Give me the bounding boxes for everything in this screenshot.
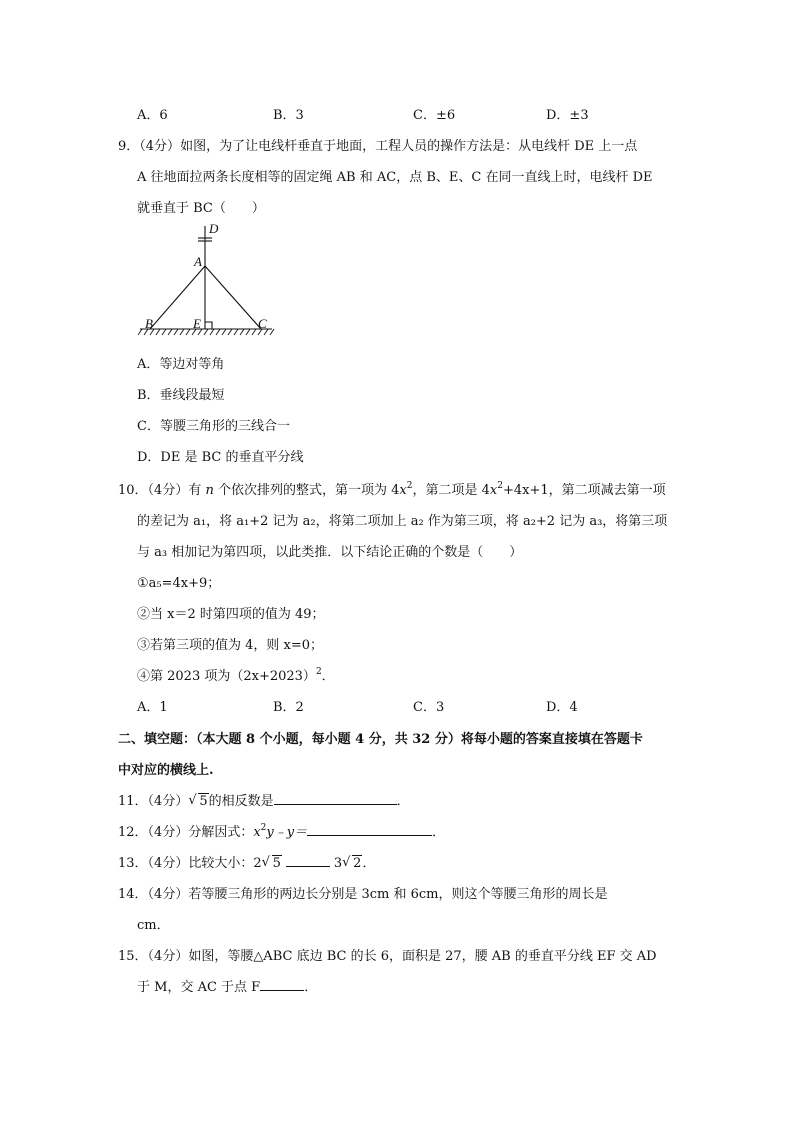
q10-stem-line3: 与 a₃ 相加记为第四项，以此类推．以下结论正确的个数是（ ） xyxy=(137,545,523,560)
question-prefix: 12．（4分）分解因式： xyxy=(118,825,254,840)
exponent: 2 xyxy=(315,667,322,677)
label-a: A xyxy=(194,254,202,269)
answer-blank[interactable] xyxy=(307,823,432,836)
q10-option-d: D．4 xyxy=(546,700,578,715)
right-angle-mark xyxy=(205,322,212,329)
q9-option-c: C．等腰三角形的三线合一 xyxy=(137,419,290,434)
label-e: E xyxy=(193,316,201,331)
q8-option-b: B．3 xyxy=(273,108,304,123)
sqrt-expression xyxy=(188,794,208,809)
q8-option-a: A．6 xyxy=(137,108,168,123)
var-x: x xyxy=(253,825,261,840)
q10-statement-4 xyxy=(137,665,335,684)
q8-option-d: D．±3 xyxy=(546,108,589,123)
radicand: 5 xyxy=(272,856,281,871)
q8-options xyxy=(137,104,589,123)
q9-option-d: D．DE 是 BC 的垂直平分线 xyxy=(137,450,304,465)
q8-option-c: C．±6 xyxy=(413,108,456,123)
text-fragment: 个依次排列的整式，第一项为 4 xyxy=(213,483,400,498)
q10-statement-1: ①a₅=4x+9； xyxy=(137,576,221,591)
q14-line2: cm． xyxy=(137,918,170,933)
radicand: 2 xyxy=(353,856,362,871)
text-fragment: ④第 2023 项为（2x+2023） xyxy=(137,669,316,684)
q11 xyxy=(118,790,410,809)
ground-hatching xyxy=(138,329,274,335)
label-c: C xyxy=(258,316,267,331)
punctuation: ． xyxy=(396,794,410,809)
answer-blank[interactable] xyxy=(260,978,304,991)
punctuation: ． xyxy=(432,825,446,840)
section2-title-line2: 中对应的横线上. xyxy=(118,763,214,778)
rope-ac xyxy=(205,266,261,329)
label-d: D xyxy=(209,221,219,236)
section2-title-line1: 二、填空题：（本大题 8 个小题，每小题 4 分，共 32 分）将每小题的答案直接填在答题卡 xyxy=(118,732,643,747)
q15-line2 xyxy=(137,976,317,995)
var-n: n xyxy=(205,483,214,498)
q9-stem-line2: A 往地面拉两条长度相等的固定绳 AB 和 AC，点 B、E、C 在同一直线上时，电线杆 DE xyxy=(137,170,653,185)
punctuation: ． xyxy=(362,856,376,871)
q14-line1: 14．（4分）若等腰三角形的两边长分别是 3cm 和 6cm，则这个等腰三角形的周长是 xyxy=(118,887,608,902)
q15-line1: 15．（4分）如图，等腰△ABC 底边 BC 的长 6，面积是 27，腰 AB 的垂直平分线 EF 交 AD xyxy=(118,949,657,964)
question-prefix: 11．（4分） xyxy=(118,794,189,809)
q10-stem-line1 xyxy=(118,479,666,498)
q10-option-a: A．1 xyxy=(137,700,168,715)
q10-statement-2: ②当 x＝2 时第四项的值为 49； xyxy=(137,607,325,622)
q10-options xyxy=(137,696,578,715)
question-number: 9． xyxy=(118,139,140,154)
exponent: 2 xyxy=(497,481,503,491)
question-score: （4分） xyxy=(147,483,189,498)
q9-stem-line1 xyxy=(118,135,637,154)
q10-option-c: C．3 xyxy=(413,700,445,715)
sqrt-expression xyxy=(342,856,362,871)
q10-stem-line2: 的差记为 a₁，将 a₁+2 记为 a₂，将第二项加上 a₂ 作为第三项，将 a₂+2 记为 a₃，将第三项 xyxy=(137,514,668,529)
expression: y﹣y＝ xyxy=(266,825,308,840)
answer-blank[interactable] xyxy=(286,854,330,867)
sqrt-expression xyxy=(262,856,282,871)
q12 xyxy=(118,821,445,840)
q10-option-b: B．2 xyxy=(273,700,304,715)
text-fragment: ． xyxy=(321,669,335,684)
q9-option-a: A．等边对等角 xyxy=(137,357,225,372)
question-text: 的相反数是 xyxy=(208,794,274,809)
q9-option-b: B．垂线段最短 xyxy=(137,388,225,403)
var-x: x xyxy=(399,483,407,498)
var-x: x xyxy=(489,483,498,498)
text-fragment: 有 xyxy=(188,483,206,498)
answer-blank[interactable] xyxy=(274,792,397,805)
radicand: 5 xyxy=(199,794,208,809)
question-prefix: 13．（4分）比较大小： xyxy=(118,856,254,871)
punctuation: ． xyxy=(304,980,318,995)
text-fragment: +4x+1，第二项减去第一项 xyxy=(502,483,666,498)
text-fragment: ，第二项是 4 xyxy=(412,483,490,498)
q9-stem-line3: 就垂直于 BC（ ） xyxy=(137,201,265,216)
exponent: 2 xyxy=(406,481,413,491)
question-text: 于 M，交 AC 于点 F xyxy=(137,980,261,995)
q13 xyxy=(118,852,375,871)
question-number: 10． xyxy=(118,483,148,498)
coefficient: 2 xyxy=(253,856,262,871)
coefficient: 3 xyxy=(333,856,343,871)
q9-figure xyxy=(138,218,278,342)
label-b: B xyxy=(145,316,153,331)
question-score: （4分） xyxy=(139,139,181,154)
exponent: 2 xyxy=(260,823,267,833)
question-text: 如图，为了让电线杆垂直于地面，工程人员的操作方法是：从电线杆 DE 上一点 xyxy=(180,139,638,154)
q10-statement-3: ③若第三项的值为 4，则 x=0； xyxy=(137,638,324,653)
